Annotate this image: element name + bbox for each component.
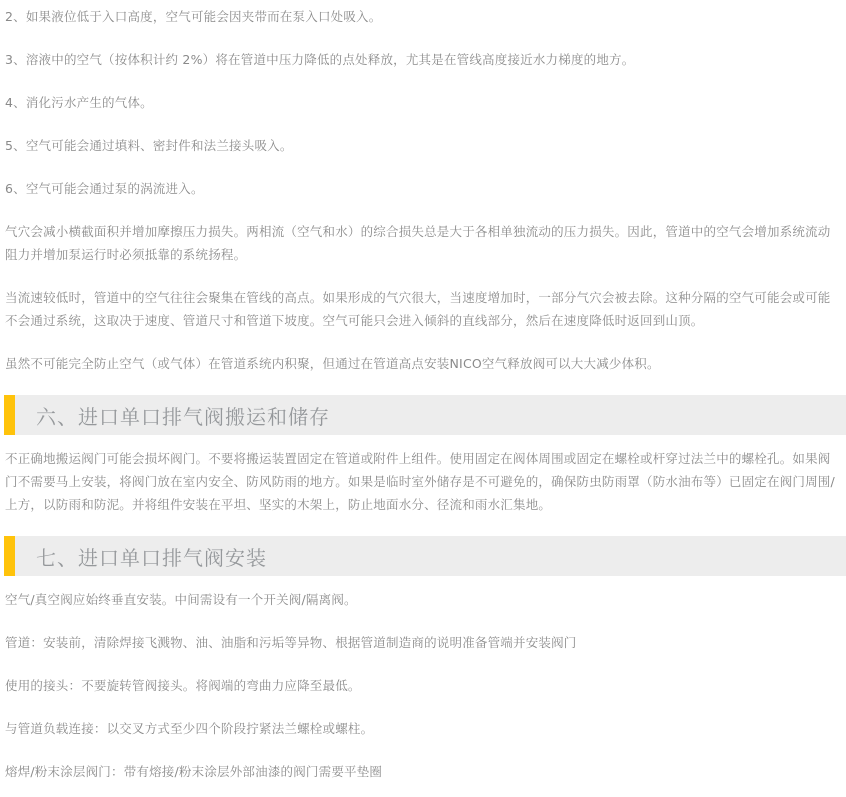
paragraph: 与管道负载连接：以交叉方式至少四个阶段拧紧法兰螺栓或螺柱。	[5, 721, 374, 736]
paragraph: 空气/真空阀应始终垂直安装。中间需设有一个开关阀/隔离阀。	[5, 592, 357, 607]
list-item-2: 2、如果液位低于入口高度，空气可能会因夹带而在泵入口处吸入。	[5, 9, 382, 24]
section-heading-installation	[4, 536, 846, 576]
paragraph: 气穴会减小横截面积并增加摩擦压力损失。两相流（空气和水）的综合损失总是大于各相单独流动的压力损失。因此，管道中的空气会增加系统流动阻力并增加泵运行时必须抵靠的系统扬程。	[5, 224, 831, 262]
yellow-accent-bar	[4, 395, 15, 435]
paragraph: 管道：安装前，清除焊接飞溅物、油、油脂和污垢等异物、根据管道制造商的说明准备管端并安装阀门	[5, 635, 577, 650]
section-title: 六、进口单口排气阀搬运和储存	[36, 404, 330, 429]
yellow-accent-bar	[4, 536, 15, 576]
paragraph: 熔焊/粉末涂层阀门：带有熔接/粉末涂层外部油漆的阀门需要平垫圈	[5, 764, 383, 779]
list-item-5: 5、空气可能会通过填料、密封件和法兰接头吸入。	[5, 138, 293, 153]
paragraph: 不正确地搬运阀门可能会损坏阀门。不要将搬运装置固定在管道或附件上组件。使用固定在阀体周围或固定在螺栓或杆穿过法兰中的螺栓孔。如果阀门不需要马上安装，将阀门放在室内安全、防风防雨的地方。如果是临时室外储存是不可避免的，确保防虫防雨罩（防水油布等）已固定在阀门周围/上方，以防雨和防泥。并将组件安装在平坦、坚实的木架上，防止地面水分、径流和雨水汇集地。	[5, 451, 835, 512]
paragraph: 虽然不可能完全防止空气（或气体）在管道系统内积聚，但通过在管道高点安装NICO空气释放阀可以大大减少体积。	[5, 356, 660, 371]
list-item-3: 3、溶液中的空气（按体积计约 2%）将在管道中压力降低的点处释放，尤其是在管线高度接近水力梯度的地方。	[5, 52, 635, 67]
list-item-6: 6、空气可能会通过泵的涡流进入。	[5, 181, 204, 196]
section-heading-handling-storage	[4, 395, 846, 435]
paragraph: 当流速较低时，管道中的空气往往会聚集在管线的高点。如果形成的气穴很大，当速度增加时，一部分气穴会被去除。这种分隔的空气可能会或可能不会通过系统，这取决于速度、管道尺寸和管道下坡度。空气可能只会进入倾斜的直线部分，然后在速度降低时返回到山顶。	[5, 290, 831, 328]
paragraph: 使用的接头：不要旋转管阀接头。将阀端的弯曲力应降至最低。	[5, 678, 361, 693]
list-item-4: 4、消化污水产生的气体。	[5, 95, 153, 110]
section-title: 七、进口单口排气阀安装	[36, 545, 267, 570]
